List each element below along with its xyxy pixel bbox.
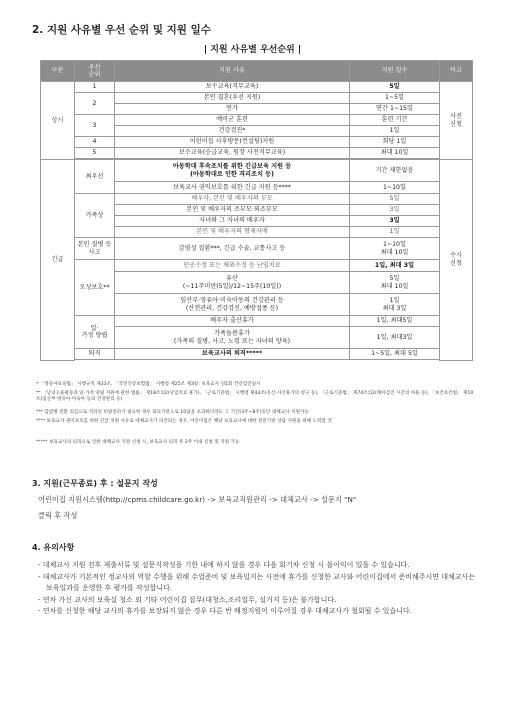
days-cell: 연간 1~15일 (350, 104, 440, 115)
days-cell: 1일 (350, 126, 440, 137)
section-3-line-2: 클릭 후 작성 (38, 511, 78, 520)
reason-cell: 인공수정 또는 체외수정 등 난임치료 (115, 260, 350, 272)
days-cell: 3일 (350, 205, 440, 216)
footnote-5: ***** 보육교사의 퇴직으로 인한 대체교사 지원 신청 시, 보육교사 퇴직 후 2주 이내 신청 및 지원 가능 (36, 440, 240, 445)
reason-cell: 어린이집 사후방문(컨설팅)지원 (115, 137, 350, 148)
footnote-4: **** 보육교사 권익보호를 위한 긴급 지원 사유로 대체교사가 파견되는 경우, 어린이집은 해당 보육교사에 대한 전문기관 상담 지원을 위해 노력할 것 (36, 419, 332, 424)
days-cell: 5일 최대 10일 (350, 272, 440, 294)
days-cell: 3일 (350, 216, 440, 227)
table-row (41, 194, 473, 205)
rank-cell: 2 (75, 93, 115, 115)
header-category: 구분 (41, 61, 75, 82)
days-cell: 1~10일 최대 10일 (350, 238, 440, 260)
reason-cell: 가족돌봄휴가 (가족의 질병, 사고, 노령 또는 자녀의 양육) (115, 327, 350, 349)
footnote-3: *** 감염병 전환 의심으로 격리된 비말전파가 필요한 경우 의료기관으로 10일을 초과하더라도 그 기간(3주~8주)동안 대체교사 지원가능 (36, 410, 309, 415)
header-note: 비고 (440, 61, 473, 82)
rank-cell: 최우선 (75, 160, 115, 194)
rank-cell: 4 (75, 137, 115, 148)
header-rank: 우선 순위 (75, 61, 115, 82)
rank-cell: 5 (75, 148, 115, 159)
days-cell: 5일 (350, 194, 440, 205)
section-2-heading: 2. 지원 사유별 우선 순위 및 지원 일수 (32, 24, 211, 36)
reason-cell: 본인 및 배우자의 조부모·외조부모 (115, 205, 350, 216)
group-label-gingeup: 긴급 (41, 160, 75, 361)
reason-cell: 유산 (~11주미만(5일)/12~15주(10일)) (115, 272, 350, 294)
days-cell: 훈련 기간 (350, 115, 440, 126)
rank-cell: 1 (75, 82, 115, 93)
reason-cell: 보수교육(승급교육, 원장 사전직무교육) (115, 148, 350, 159)
days-cell: 1일, 최대 3일 (350, 260, 440, 272)
table-row (41, 137, 473, 148)
days-cell: 1일, 최대3일 (350, 327, 440, 349)
reason-cell: 본인 결혼(우선 지원) (115, 93, 350, 104)
reason-cell: 임산부·영유아·미숙아동의 건강관리 등 (산전관리, 건강검진, 예방접종 등) (115, 294, 350, 316)
list-item: - 대체교사 지원 전후 제출서류 및 설문지작성을 기한 내에 하지 않을 경우 다음 회기차 신청 시 불이익이 있을 수 있습니다. (38, 561, 410, 569)
rank-cell: 일· 가정 양립 (75, 316, 115, 349)
section-4-heading: 4. 유의사항 (32, 543, 75, 552)
rank-cell: 3 (75, 115, 115, 137)
days-cell: 1일 (350, 227, 440, 238)
spacer-row (41, 360, 473, 361)
table-row (41, 115, 473, 126)
table-title: | 지원 사유별 우선순위 | (203, 45, 302, 55)
table-row (41, 238, 473, 260)
table-row (41, 349, 473, 360)
table-row (41, 148, 473, 159)
spacer-cell (75, 360, 440, 361)
footnote-2: ** 「남녀고용평등과 일·가정 양립 지원에 관한 법률」 제18조의2(난임치료 휴가), 「근로기준법」 시행령 제43조(유산·사산휴가의 청구 등), 「근로기준법」 제74조의2(태아검진 시간의 허용 등), 「보건보건법」 제10조(임산부·영유아·미숙아 등의 건강관리 등) (36, 391, 474, 402)
header-reason: 지원 사유 (115, 61, 350, 82)
header-days: 지원 일수 (350, 61, 440, 82)
days-cell: 1일 최대 3일 (350, 294, 440, 316)
section-3-line-1: 어린이집 지원시스템(http://cpms.childcare.go.kr) -> 보육교직원관리 -> 대체교사 -> 설문지 "N" (38, 495, 357, 504)
table-row (41, 82, 473, 93)
table-row (41, 160, 473, 182)
rank-cell: 모성보호** (75, 260, 115, 316)
footnote-1: * 「영유아보육법」 시행규칙 제33조, 「국민건강보험법」 시행령 제25조 제3항: 보육교사 연1회 건강검진실시 (36, 382, 261, 387)
days-cell: 1일, 최대5일 (350, 316, 440, 327)
notes-list (38, 560, 483, 618)
reason-cell: 보육교사의 퇴직***** (115, 349, 350, 360)
days-cell: 5일 (350, 82, 440, 93)
table-row (41, 260, 473, 272)
days-cell: 최대 10일 (350, 148, 440, 159)
days-cell: 회당 1일 (350, 137, 440, 148)
reason-cell: 배우자, 본인 및 배우자의 부모 (115, 194, 350, 205)
group-label-sangsi: 상시 (41, 82, 75, 160)
rank-cell: 퇴직 (75, 349, 115, 360)
rank-cell: 본인 질병 등 사고 (75, 238, 115, 260)
reason-cell: 아동학대 후속조치를 위한 긴급보육 지원 등 (아동학대로 인한 격리조치 등) (115, 160, 350, 182)
note-susi: 수시 신청 (440, 160, 473, 361)
table-header-row (41, 61, 473, 82)
reason-cell: 예비군 훈련 (115, 115, 350, 126)
reason-cell: 연가 (115, 104, 350, 115)
priority-table (40, 60, 473, 361)
list-item: - 연차를 신청한 해당 교사의 휴가를 보장되지 않은 경우 다른 반 배정지원이 이루어질 경우 대체교사가 철회될 수 있습니다. (38, 607, 412, 616)
reason-cell: 본인 및 배우자의 형제자매 (115, 227, 350, 238)
days-cell: 1~5일 (350, 93, 440, 104)
reason-cell: 보육교사 권익보호를 위한 긴급 지원 등**** (115, 182, 350, 194)
table-row (41, 316, 473, 327)
section-3-heading: 3. 지원(근무종료) 후 : 설문지 작성 (32, 479, 158, 488)
rank-cell: 가족상 (75, 194, 115, 238)
note-sajeon: 사전 신청 (440, 82, 473, 160)
reason-cell: 건강검진* (115, 126, 350, 137)
days-cell: 1~10일 (350, 182, 440, 194)
reason-cell: 배우자 출산휴가 (115, 316, 350, 327)
days-cell: 기간 제한없음 (350, 160, 440, 182)
list-item: - 대체교사가 기본적인 정교사의 역할 수행을 위해 수업준비 및 보육일지는 사전에 휴가를 신청한 교사와 어린이집에서 준비해주시면 대체교사는 보육일과를 운영한 후 평가를 작성합니다. (38, 572, 476, 593)
reason-cell: 감염성 질환***, 긴급 수술, 교통사고 등 (115, 238, 350, 260)
reason-cell: 보수교육(직무교육) (115, 82, 350, 93)
reason-cell: 자녀와 그 자녀의 배우자 (115, 216, 350, 227)
table-row (41, 93, 473, 104)
days-cell: 1~5일, 최대 5일 (350, 349, 440, 360)
list-item: - 연차 가신 교사의 보육실 청소 외 기타 어린이집 잡무(대청소,조리업무, 설거지 등)은 불가합니다. (38, 595, 337, 604)
